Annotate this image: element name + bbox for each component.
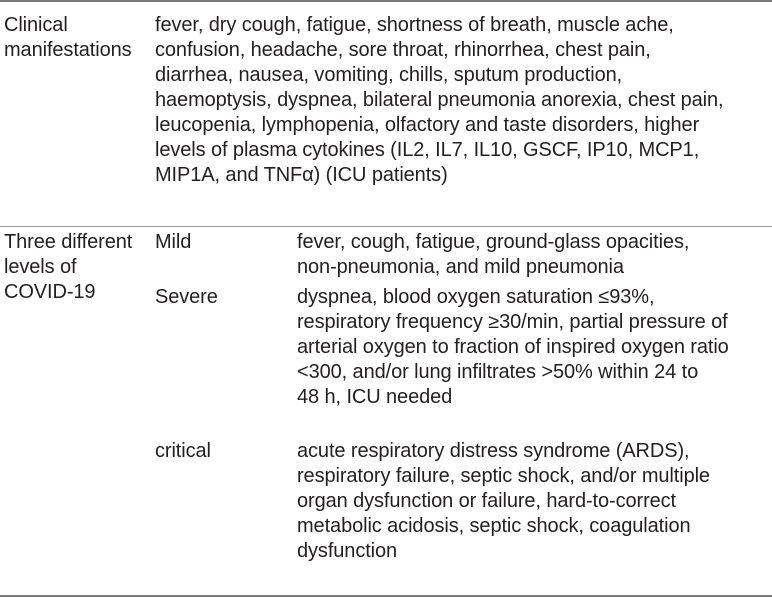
- text-line: diarrhea, nausea, vomiting, chills, sputum production,: [155, 64, 623, 86]
- text-line: fever, dry cough, fatigue, shortness of breath, muscle ache,: [155, 14, 674, 36]
- text-line: levels of plasma cytokines (IL2, IL7, IL10, GSCF, IP10, MCP1,: [155, 139, 700, 161]
- level-name-mild: Mild: [155, 231, 192, 253]
- text-line: fever, cough, fatigue, ground-glass opacities,: [297, 231, 690, 253]
- label-line: COVID-19: [4, 281, 96, 303]
- level-description-mild: [297, 230, 689, 280]
- text-line: non-pneumonia, and mild pneumonia: [297, 256, 624, 278]
- text-line: <300, and/or lung infiltrates >50% within 24 to: [297, 361, 699, 383]
- text-line: 48 h, ICU needed: [297, 386, 453, 408]
- label-line: manifestations: [4, 39, 132, 61]
- label-line: Clinical: [4, 14, 68, 36]
- text-line: organ dysfunction or failure, hard-to-correct: [297, 490, 677, 512]
- text-line: respiratory failure, septic shock, and/or multiple: [297, 465, 710, 487]
- text-line: respiratory frequency ≥30/min, partial pressure of: [297, 311, 728, 333]
- text-line: dysfunction: [297, 540, 398, 562]
- label-line: levels of: [4, 256, 77, 278]
- row-label-clinical-manifestations: [4, 13, 132, 63]
- text-line: leucopenia, lymphopenia, olfactory and taste disorders, higher: [155, 114, 700, 136]
- row-divider: [0, 226, 772, 227]
- level-description-critical: [297, 439, 710, 564]
- text-line: MIP1A, and TNFα) (ICU patients): [155, 164, 448, 186]
- text-line: haemoptysis, dyspnea, bilateral pneumonia anorexia, chest pain,: [155, 89, 724, 111]
- row-label-covid-levels: [4, 230, 132, 305]
- level-name-critical: critical: [155, 440, 211, 462]
- label-line: Three different: [4, 231, 133, 253]
- table-top-rule: [0, 0, 772, 2]
- text-line: acute respiratory distress syndrome (ARDS),: [297, 440, 690, 462]
- clinical-manifestations-text: [155, 13, 724, 188]
- level-name-severe: Severe: [155, 286, 218, 308]
- text-line: metabolic acidosis, septic shock, coagulation: [297, 515, 691, 537]
- text-line: dyspnea, blood oxygen saturation ≤93%,: [297, 286, 655, 308]
- level-description-severe: [297, 285, 729, 410]
- text-line: confusion, headache, sore throat, rhinorrhea, chest pain,: [155, 39, 651, 61]
- text-line: arterial oxygen to fraction of inspired oxygen ratio: [297, 336, 729, 358]
